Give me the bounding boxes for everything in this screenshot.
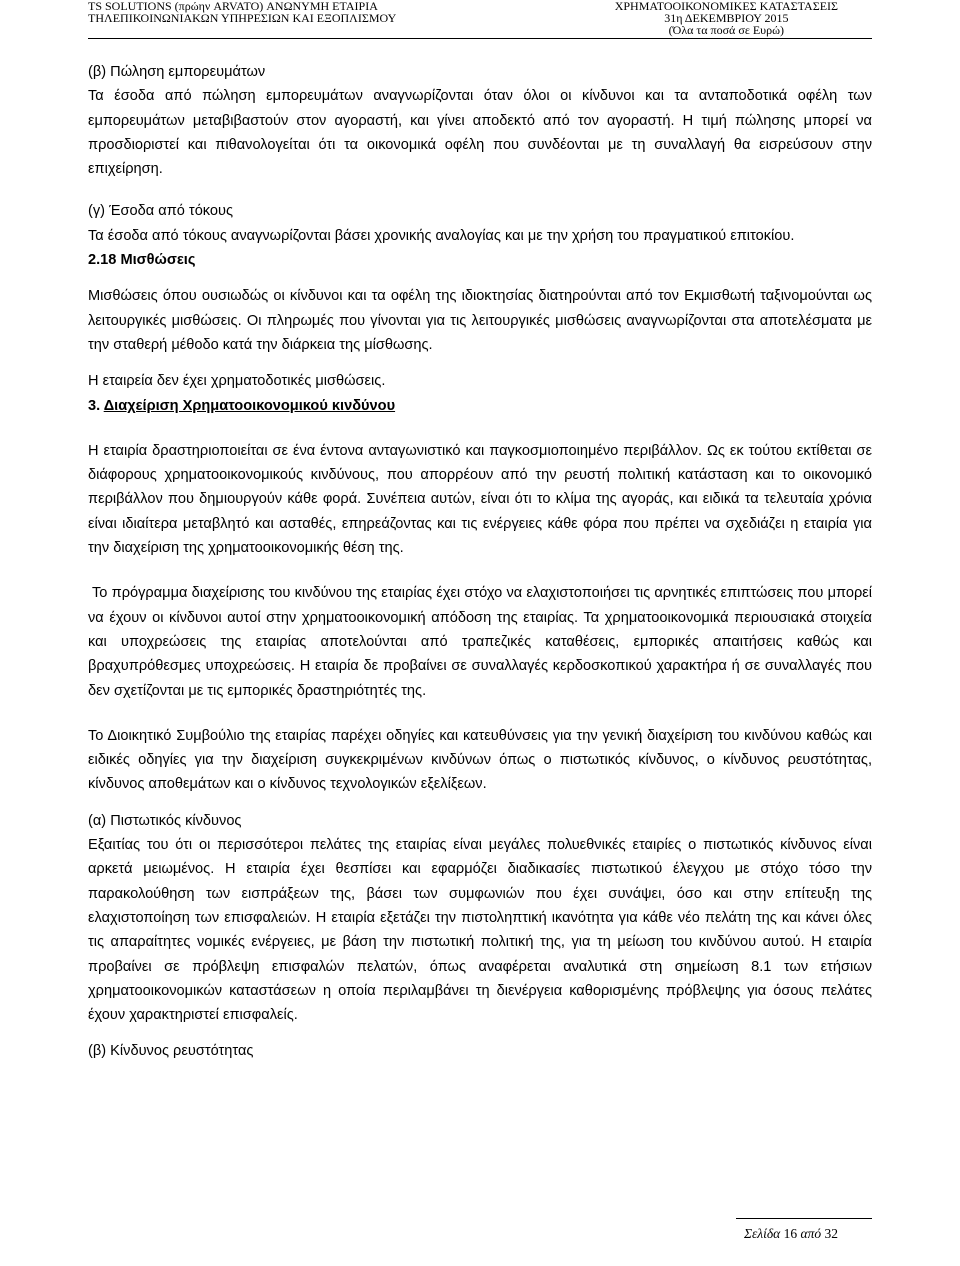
risk-heading-text: Διαχείριση Χρηματοοικονομικού κινδύνου xyxy=(103,397,396,414)
page-content xyxy=(88,60,872,1064)
risk-body-3: Το Διοικητικό Συμβούλιο της εταιρίας παρέχει οδηγίες και κατευθύνσεις για την γενική διαχείριση του κινδύνου καθώς και ειδικές οδηγίες για την διαχείριση συγκεκριμένων κινδύνων όπως ο πιστωτικός κίνδυνος, ο κίνδυνος ρευστότητας, κίνδυνος αποθεμάτων και ο κίνδυνος τεχνολογικών εξελίξεων. xyxy=(88,727,872,793)
of-word: από xyxy=(800,1226,822,1241)
page-number xyxy=(744,1226,838,1242)
risk-heading xyxy=(88,394,872,418)
company-name: TS SOLUTIONS (πρώην ARVATO) ΑΝΩΝΥΜΗ ΕΤΑΙΡΙΑ xyxy=(88,0,378,13)
credit-risk-body: Εξαιτίας του ότι οι περισσότεροι πελάτες της εταιρίας είναι μεγάλες πολυεθνικές εταιρίες ο πιστωτικός κίνδυνος είναι αρκετά μειωμένος. Η εταιρία έχει θεσπίσει και εφαρμόζει διαδικασίες πιστωτικού έλεγχου με στόχο τόσο την παρακολούθηση των εισπράξεων της, βάσει των συμφωνιών που έχει συνάψει, όσο και στην επίτευξη της ελαχιστοποίηση των επισφαλειών. Η εταιρία εξετάζει την πιστοληπτική ικανότητα για κάθε νέο πελάτη της και κάνει όλες τις απαραίτητες νομικές ενέργειες, με βάση την πιστωτική πολιτική της, για τη μείωση του κινδύνου αυτού. Η εταιρία προβαίνει σε πρόβλεψη επισφαλών πελατών, όπως αναφέρεται αναλυτικά στη σημείωση 8.1 των ετήσιων χρηματοοικονομικών καταστάσεων η οποία περιλαμβάνει τη διενέργεια καθορισμένης πρόβλεψης για όσους πελάτες έχουν χαρακτηριστεί επισφαλείς. xyxy=(88,837,872,1024)
page-total: 32 xyxy=(824,1226,838,1241)
interest-body: Τα έσοδα από τόκους αναγνωρίζονται βάσει χρονικής αναλογίας και με την χρήση του πραγματικού επιτοκίου. xyxy=(88,227,795,244)
interest-title: (γ) Έσοδα από τόκους xyxy=(88,203,234,220)
credit-risk-title: (α) Πιστωτικός κίνδυνος xyxy=(88,812,242,829)
sale-goods-body: Τα έσοδα από πώληση εμπορευμάτων αναγνωρίζονται όταν όλοι οι κίνδυνοι και τα ανταποδοτικά οφέλη των εμπορευμάτων μεταβιβαστούν στον αγοραστή, και γίνει αποδεκτό από τον αγοραστή. Η τιμή πώλησης μπορεί να προσδιοριστεί και πιθανολογείται ότι τα οικονομικά οφέλη που συνδέονται με τη συναλλαγή θα εισρεύσουν στην επιχείρηση. xyxy=(88,88,872,178)
header-divider xyxy=(88,38,872,39)
leases-body-2: Η εταιρεία δεν έχει χρηματοδοτικές μισθώσεις. xyxy=(88,373,386,390)
page-current: 16 xyxy=(783,1226,798,1241)
page-word: Σελίδα xyxy=(743,1226,781,1241)
header-left xyxy=(88,0,396,24)
footer-divider xyxy=(736,1218,872,1219)
company-subtitle: ΤΗΛΕΠΙΚΟΙΝΩΝΙΑΚΩΝ ΥΠΗΡΕΣΙΩΝ ΚΑΙ ΕΞΟΠΛΙΣΜΟΥ xyxy=(88,11,397,25)
risk-body-2: Το πρόγραμμα διαχείρισης του κινδύνου της εταιρίας έχει στόχο να ελαχιστοποιήσει τις αρνητικές επιπτώσεις που μπορεί να έχουν οι κίνδυνοι αυτοί στην χρηματοοικονομική απόδοση της εταιρίας. Τα χρηματοοικονομικά περιουσιακά στοιχεία και υποχρεώσεις της εταιρίας αποτελούνται από τραπεζικές καταθέσεις, εμπορικές απαιτήσεις καθώς και βραχυπρόθεσμες υποχρεώσεις. Η εταιρία δε προβαίνει σε συναλλαγές κερδοσκοπικού χαρακτήρα ή σε συναλλαγές που δεν σχετίζονται με τις εμπορικές δραστηριότητές της. xyxy=(88,585,872,699)
leases-heading: 2.18 Μισθώσεις xyxy=(88,252,196,269)
document-date: 31η ΔΕΚΕΜΒΡΙΟΥ 2015 xyxy=(664,11,789,25)
currency-note: (Όλα τα ποσά σε Ευρώ) xyxy=(668,23,785,37)
leases-body-1: Μισθώσεις όπου ουσιωδώς οι κίνδυνοι και τα οφέλη της ιδιοκτησίας διατηρούνται από τον Εκμισθωτή ταξινομούνται ως λειτουργικές μισθώσεις. Οι πληρωμές που γίνονται για τις λειτουργικές μισθώσεις αναγνωρίζονται στα αποτελέσματα με την σταθερή μέθοδο κατά την διάρκεια της μίσθωσης. xyxy=(88,288,872,353)
risk-body-1: Η εταιρία δραστηριοποιείται σε ένα έντονα ανταγωνιστικό και παγκοσμιοποιημένο περιβάλλον. Ως εκ τούτου εκτίθεται σε διάφορους χρηματοοικονομικούς κινδύνους, που απορρέουν από την ρευστή πολιτική κατάσταση και το οικονομικό περιβάλλον που δημιουργούν κάθε φορά. Συνέπεια αυτών, είναι ότι το κλίμα της αγοράς, και ειδικά τα τελευταία χρόνια είναι ιδιαίτερα μεταβλητό και ασταθές, επηρεάζοντας και τις ενέργειες κάθε φόρα που πρέπει να σχεδιάζει η εταιρία για την διαχείριση της χρηματοοικονομικής θέση της. xyxy=(88,442,872,557)
document-title: ΧΡΗΜΑΤΟΟΙΚΟΝΟΜΙΚΕΣ ΚΑΤΑΣΤΑΣΕΙΣ xyxy=(614,0,838,13)
liquidity-risk-title: (β) Κίνδυνος ρευστότητας xyxy=(88,1043,254,1060)
sale-goods-title: (β) Πώληση εμπορευμάτων xyxy=(88,64,266,80)
header-right xyxy=(615,0,838,36)
risk-heading-number: 3. xyxy=(88,397,101,414)
